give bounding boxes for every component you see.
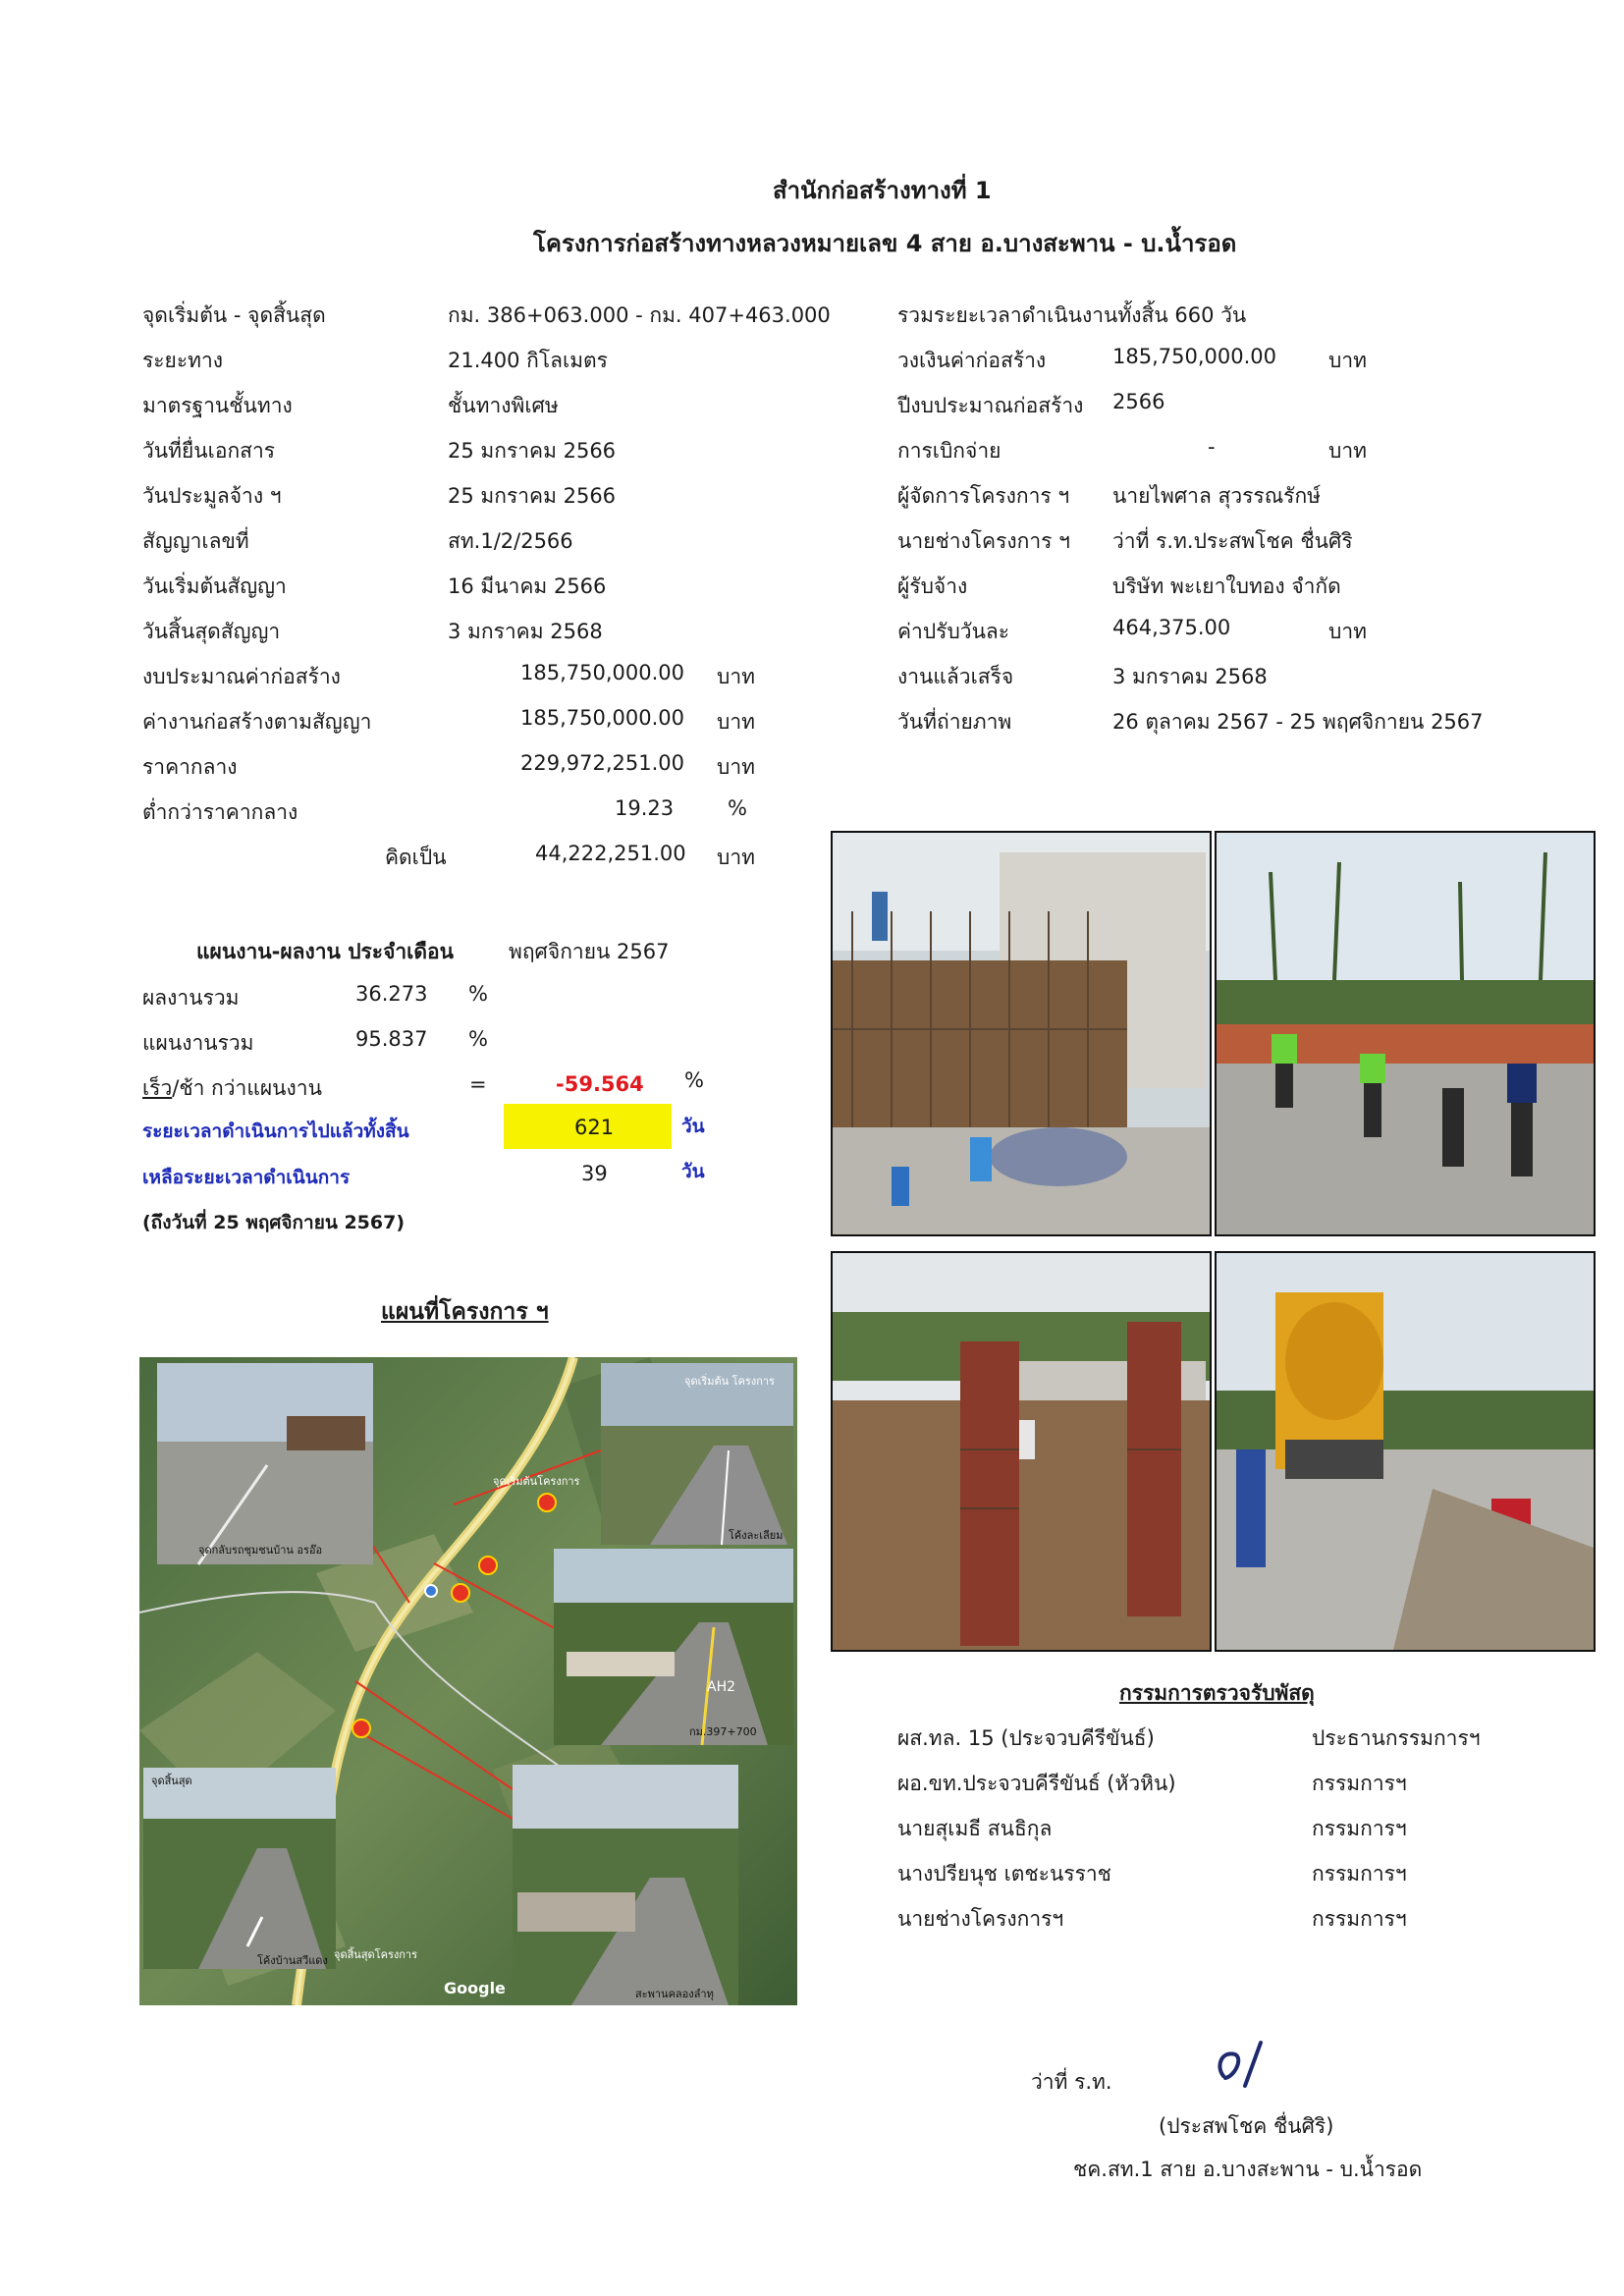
info-label: ระยะทาง (142, 349, 224, 372)
info-value: 464,375.00 (1112, 616, 1231, 639)
info-value: บริษัท พะเยาใบทอง จำกัด (1112, 574, 1341, 598)
diff-value: -59.564 (556, 1072, 644, 1096)
budget-value: 44,222,251.00 (535, 842, 686, 865)
budget-label: ต่ำกว่าราคากลาง (142, 800, 298, 824)
remaining-unit: วัน (681, 1161, 705, 1182)
diff-label (142, 1072, 322, 1105)
diff-label-slow: /ช้า กว่าแผนงาน (172, 1076, 322, 1100)
info-value: 25 มกราคม 2566 (448, 484, 617, 508)
bridge-pier-column-photo (831, 1251, 1212, 1652)
office-title: สำนักก่อสร้างทางที่ 1 (773, 177, 992, 204)
elapsed-label: ระยะเวลาดำเนินการไปแล้วทั้งสิ้น (142, 1121, 409, 1142)
info-value: ว่าที่ ร.ท.ประสพโชค ชื่นศิริ (1112, 529, 1353, 553)
committee-member-name: ผอ.ขท.ประจวบคีรีขันธ์ (หัวหิน) (897, 1772, 1176, 1795)
as-of-date: (ถึงวันที่ 25 พฤศจิกายน 2567) (142, 1212, 406, 1233)
committee-member-name: นายสุเมธี สนธิกุล (897, 1817, 1053, 1840)
info-unit: บาท (1328, 349, 1367, 372)
committee-member-role: กรรมการฯ (1312, 1817, 1407, 1840)
info-label: การเบิกจ่าย (897, 439, 1001, 463)
info-label: ผู้รับจ้าง (897, 574, 968, 598)
info-value: - (1208, 435, 1216, 459)
remaining-label: เหลือระยะเวลาดำเนินการ (142, 1167, 351, 1188)
budget-value: 185,750,000.00 (520, 661, 684, 684)
budget-unit: บาท (717, 846, 755, 869)
budget-label: งบประมาณค่าก่อสร้าง (142, 665, 341, 688)
info-label: วงเงินค่าก่อสร้าง (897, 349, 1047, 372)
map-label-km: กม.397+700 (689, 1725, 757, 1738)
project-map (139, 1357, 797, 2005)
diff-unit: % (684, 1068, 704, 1092)
google-logo: Google (444, 1979, 506, 1997)
committee-title: กรรมการตรวจรับพัสดุ (1119, 1681, 1315, 1705)
info-value: ชั้นทางพิเศษ (448, 394, 559, 417)
info-value: 26 ตุลาคม 2567 - 25 พฤศจิกายน 2567 (1112, 710, 1484, 734)
committee-member-name: นางปรียนุช เตชะนรราช (897, 1862, 1111, 1886)
committee-member-name: ผส.ทล. 15 (ประจวบคีรีขันธ์) (897, 1726, 1155, 1750)
info-label: ปีงบประมาณก่อสร้าง (897, 394, 1084, 417)
budget-label: ราคากลาง (142, 755, 238, 779)
info-value: 25 มกราคม 2566 (448, 439, 617, 463)
info-label: ค่าปรับวันละ (897, 620, 1010, 643)
committee-member-role: กรรมการฯ (1312, 1907, 1407, 1931)
info-value: 185,750,000.00 (1112, 345, 1276, 368)
map-label-photo3: จุดสิ้นสุด (151, 1775, 192, 1787)
plan-label: แผนงานรวม (142, 1031, 254, 1055)
total-duration: รวมระยะเวลาดำเนินงานทั้งสิ้น 660 วัน (897, 303, 1247, 327)
signature-name: (ประสพโชค ชื่นศิริ) (1159, 2114, 1334, 2138)
formwork-wall-photo (831, 831, 1212, 1236)
info-value: 3 มกราคม 2568 (448, 620, 603, 643)
committee-member-name: นายช่างโครงการฯ (897, 1907, 1064, 1931)
info-value: 21.400 กิโลเมตร (448, 349, 608, 372)
project-title: โครงการก่อสร้างทางหลวงหมายเลข 4 สาย อ.บางสะพาน - บ.น้ำรอด (533, 230, 1237, 257)
info-value: กม. 386+063.000 - กม. 407+463.000 (448, 303, 831, 327)
actual-unit: % (468, 982, 488, 1006)
budget-value: 19.23 (615, 796, 675, 820)
info-unit: บาท (1328, 620, 1367, 643)
map-label-start-top: จุดเริ่มต้น โครงการ (684, 1375, 775, 1388)
info-value: สท.1/2/2566 (448, 529, 573, 553)
remaining-value: 39 (581, 1162, 608, 1185)
info-label: จุดเริ่มต้น - จุดสิ้นสุด (142, 303, 326, 327)
info-label: วันที่ถ่ายภาพ (897, 710, 1012, 734)
plan-value: 95.837 (355, 1027, 428, 1051)
committee-member-role: กรรมการฯ (1312, 1772, 1407, 1795)
concrete-mixer-truck-photo (1215, 1251, 1596, 1652)
diff-equals: = (469, 1072, 487, 1096)
info-label: งานแล้วเสร็จ (897, 665, 1014, 688)
budget-unit: บาท (717, 665, 755, 688)
info-label: วันเริ่มต้นสัญญา (142, 574, 287, 598)
plan-unit: % (468, 1027, 488, 1051)
map-label-end-point: จุดสิ้นสุดโครงการ (334, 1948, 417, 1961)
handwritten-signature (1206, 2037, 1274, 2096)
road-paving-workers-photo (1215, 831, 1596, 1236)
map-label-photo5: สะพานคลองลำทุ (635, 1988, 714, 2000)
budget-unit: % (728, 796, 747, 820)
info-label: วันที่ยื่นเอกสาร (142, 439, 276, 463)
info-value: 16 มีนาคม 2566 (448, 574, 607, 598)
map-label-photo2: โค้งละเลียม (729, 1529, 784, 1542)
committee-member-role: ประธานกรรมการฯ (1312, 1726, 1481, 1750)
info-value: นายไพศาล สุวรรณรักษ์ (1112, 484, 1322, 508)
budget-value: 185,750,000.00 (520, 706, 684, 730)
budget-label: คิดเป็น (385, 846, 447, 869)
info-label: ผู้จัดการโครงการ ฯ (897, 484, 1070, 508)
map-label-photo4: โค้งบ้านสวีแดง (257, 1954, 328, 1967)
info-label: สัญญาเลขที่ (142, 529, 249, 553)
info-label: มาตรฐานชั้นทาง (142, 394, 293, 417)
signature-position: ชค.สท.1 สาย อ.บางสะพาน - บ.น้ำรอด (1073, 2158, 1423, 2181)
actual-label: ผลงานรวม (142, 986, 240, 1010)
map-label-start-point: จุดเริ่มต้นโครงการ (493, 1475, 580, 1488)
map-label-road-code: AH2 (707, 1679, 736, 1695)
info-value: 3 มกราคม 2568 (1112, 665, 1268, 688)
budget-unit: บาท (717, 755, 755, 779)
info-unit: บาท (1328, 439, 1367, 463)
signature-prefix: ว่าที่ ร.ท. (1031, 2070, 1112, 2094)
actual-value: 36.273 (355, 982, 428, 1006)
info-label: วันประมูลจ้าง ฯ (142, 484, 282, 508)
elapsed-unit: วัน (681, 1116, 705, 1137)
info-value: 2566 (1112, 390, 1165, 413)
info-label: วันสิ้นสุดสัญญา (142, 620, 281, 643)
map-title: แผนที่โครงการ ฯ (381, 1299, 549, 1325)
budget-unit: บาท (717, 710, 755, 734)
progress-title: แผนงาน-ผลงาน ประจำเดือน (196, 940, 454, 963)
committee-member-role: กรรมการฯ (1312, 1862, 1407, 1886)
progress-month: พฤศจิกายน 2567 (509, 940, 670, 963)
budget-value: 229,972,251.00 (520, 751, 684, 775)
info-label: นายช่างโครงการ ฯ (897, 529, 1070, 553)
map-label-photo1: จุดกลับรถชุมชนบ้าน อรอ๊อ (198, 1544, 323, 1557)
elapsed-value: 621 (574, 1116, 615, 1139)
budget-label: ค่างานก่อสร้างตามสัญญา (142, 710, 372, 734)
diff-label-fast: เร็ว (142, 1076, 173, 1100)
